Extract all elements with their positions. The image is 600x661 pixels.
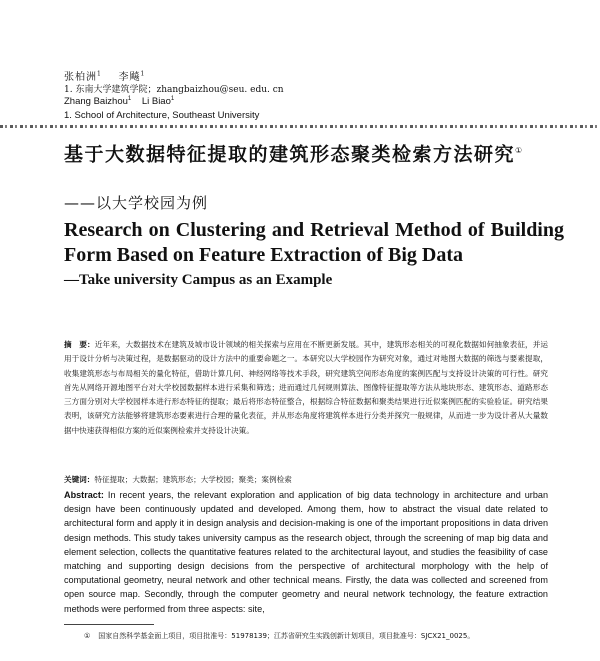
title-en: Research on Clustering and Retrieval Method of Building Form Based on Feature Extraction of Big Data <box>64 219 564 266</box>
author2-en-sup: 1 <box>170 96 175 102</box>
author-names-en <box>64 96 174 107</box>
title-note-mark: ① <box>515 146 524 155</box>
footnote-rule <box>64 624 154 625</box>
title-cn-text: 基于大数据特征提取的建筑形态聚类检索方法研究 <box>64 143 516 166</box>
author1-name-en: Zhang Baizhou <box>64 96 128 108</box>
keywords-cn-text: 特征提取；大数据；建筑形态；大学校园；聚类；案例检索 <box>94 475 292 484</box>
author2-name-en: Li Biao <box>141 96 171 108</box>
footnote <box>64 630 548 643</box>
title-cn <box>64 138 564 167</box>
keywords-cn-label: 关键词： <box>64 475 95 484</box>
affiliation-cn: 1. 东南大学建筑学院；zhangbaizhou@seu. edu. cn <box>64 85 284 95</box>
subtitle-cn: ——以大学校园为例 <box>64 194 209 212</box>
scan-noise-divider <box>0 125 600 128</box>
affiliation-en: 1. School of Architecture, Southeast University <box>64 110 260 121</box>
author1-en-sup: 1 <box>127 96 132 102</box>
author2-sup: 1 <box>140 70 146 78</box>
subtitle-en: —Take university Campus as an Example <box>64 272 333 288</box>
abstract-cn-label: 摘 要： <box>64 340 95 349</box>
footnote-text: 国家自然科学基金面上项目，项目批准号：51978139；江苏省研究生实践创新计划项目，项目批准号：SJCX21_0025。 <box>98 632 475 640</box>
author1-sup: 1 <box>97 70 102 78</box>
author-names-cn <box>64 68 145 83</box>
abstract-en-label: Abstract: <box>64 490 104 500</box>
abstract-cn-text: 近年来，大数据技术在建筑及城市设计领域的相关探索与应用在不断更新发展。其中，建筑形态相关的可视化数据如何抽象表征，并运用于设计分析与决策过程，是数据驱动的设计方法中的重要命题之一。本研究以大学校园作为研究对象，通过对地图大数据的筛选与要素提取，收集建筑形态与布局相关的量化特征，借助计算几何、神经网络等技术手段，研究建筑空间形态角度的案例匹配与支持设计决策的可行性。研究首先从网络开源地图平台对大学校园数据样本进行采集和筛选；进而通过几何规则算法、图像特征提取等方法从地块形态、建筑形态、道路形态三方面分别对大学校园样本进行形态特征的提取；最后将形态特征整合，根据综合特征数据和聚类结果进行近似案例匹配的实验验证。研究结果表明，该研究方法能够将建筑形态要素进行合理的量化表征，并从形态角度将建筑样本进行分类并探究一般规律，从而进一步为设计者从大量数据中快速获得相似方案的近似案例检索并支持设计决策。 <box>64 340 549 435</box>
keywords-cn <box>64 474 548 485</box>
abstract-en <box>64 488 548 616</box>
abstract-en-text: In recent years, the relevant exploration and application of big data technology in architecture and urban design have been continuously updated and developed. Among them, how to abstract the visual date related to architectural form and apply it in design analysis and decision-making is one of the important propositions in data driven design methods. This study takes university campus as the research object, through the screening of map big data and element selection, collects the quantitative features related to the architectural layout, and studies the feasibility of case matching and supporting design decisions from the perspective of architectural morphology with the help of computational geometry, neural network and other technical means. Firstly, the data was collected and screened from open source map. Secondly, through the computer geometry and neural network technology, the feature extraction methods were performed from three aspects: site, <box>64 490 549 614</box>
abstract-cn <box>64 338 548 438</box>
author1-name: 张柏洲 <box>64 72 97 83</box>
author2-name: 李飚 <box>118 72 141 83</box>
footnote-mark: ① <box>84 632 91 640</box>
